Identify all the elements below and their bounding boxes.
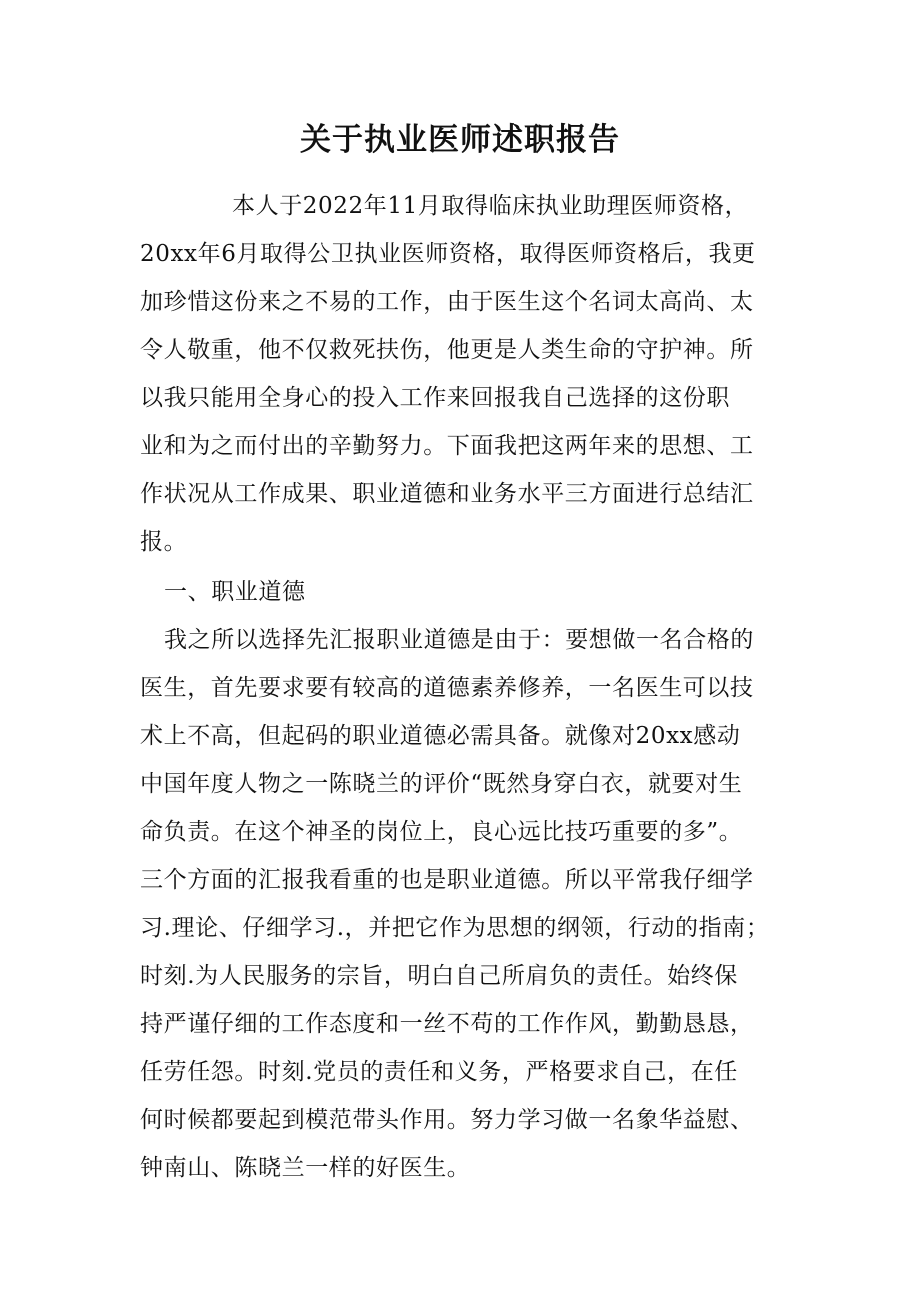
paragraph-line: 何时候都要起到模范带头作用。努力学习做一名象华益慰、 — [140, 1107, 754, 1133]
paragraph-line: 作状况从工作成果、职业道德和业务水平三方面进行总结汇 — [140, 481, 754, 507]
paragraph-line: 本人于2022年11月取得临床执业助理医师资格， — [232, 193, 749, 219]
paragraph-line: 持严谨仔细的工作态度和一丝不苟的工作作风，勤勤恳恳， — [140, 1011, 754, 1037]
paragraph-line: 术上不高，但起码的职业道德必需具备。就像对20xx感动 — [140, 723, 741, 749]
paragraph-line: 钟南山、陈晓兰一样的好医生。 — [140, 1155, 471, 1181]
paragraph-line: 加珍惜这份来之不易的工作，由于医生这个名词太高尚、太 — [140, 289, 754, 315]
paragraph-line: 20xx年6月取得公卫执业医师资格，取得医师资格后，我更 — [140, 241, 756, 267]
paragraph-line: 任劳任怨。时刻.党员的责任和义务，严格要求自己，在任 — [140, 1059, 738, 1085]
paragraph-line: 习.理论、仔细学习.，并把它作为思想的纲领，行动的指南； — [140, 915, 770, 941]
paragraph-line: 医生，首先要求要有较高的道德素养修养，一名医生可以技 — [140, 675, 754, 701]
document-title: 关于执业医师述职报告 — [300, 122, 620, 158]
paragraph-line: 业和为之而付出的辛勤努力。下面我把这两年来的思想、工 — [140, 433, 754, 459]
paragraph-line: 时刻.为人民服务的宗旨，明白自己所肩负的责任。始终保 — [140, 963, 738, 989]
paragraph-line: 以我只能用全身心的投入工作来回报我自己选择的这份职 — [140, 385, 730, 411]
section-heading: 一、职业道德 — [164, 579, 306, 605]
paragraph-line: 我之所以选择先汇报职业道德是由于：要想做一名合格的 — [164, 627, 754, 653]
paragraph-line: 令人敬重，他不仅救死扶伤，他更是人类生命的守护神。所 — [140, 337, 754, 363]
paragraph-line: 报。 — [140, 529, 188, 555]
paragraph-line: 三个方面的汇报我看重的也是职业道德。所以平常我仔细学 — [140, 867, 754, 893]
paragraph-line: 命负责。在这个神圣的岗位上，良心远比技巧重要的多”。 — [140, 819, 743, 845]
paragraph-line: 中国年度人物之一陈晓兰的评价“既然身穿白衣，就要对生 — [140, 771, 743, 797]
